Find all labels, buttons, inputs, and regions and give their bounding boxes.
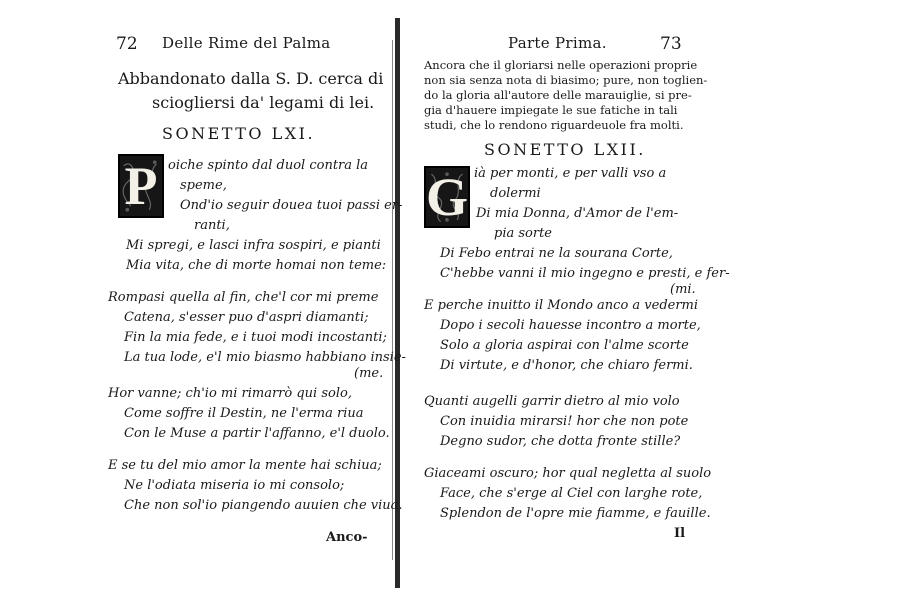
right-prose-line: Ancora che il gloriarsi nelle operazioni proprie — [424, 58, 698, 72]
right-prose-line: do la gloria all'autore delle marauiglie, si pre- — [424, 88, 692, 102]
left-verse-line: Come soffre il Destin, ne l'erma riua — [124, 406, 364, 421]
right-verse-line: Face, che s'erge al Ciel con larghe rote, — [440, 486, 703, 501]
right-verse-line: Solo a gloria aspirai con l'alme scorte — [440, 338, 689, 353]
left-verse-line: oiche spinto dal duol contra la — [168, 158, 369, 173]
left-verse-line: Rompasi quella al fin, che'l cor mi preme — [108, 290, 379, 305]
right-verse-line: Di mia Donna, d'Amor de l'em- — [476, 206, 679, 221]
right-verse-line: Di virtute, e d'honor, che chiaro fermi. — [440, 358, 693, 373]
right-catchword: Il — [674, 526, 686, 541]
right-verse-line: Splendon de l'opre mie fiamme, e fauille. — [440, 506, 711, 521]
left-verse-line: Ond'io seguir douea tuoi passi er- — [180, 198, 403, 213]
left-catchword: Anco- — [326, 530, 368, 545]
right-verse-line: Dopo i secoli hauesse incontro a morte, — [440, 318, 701, 333]
left-decorated-initial — [118, 154, 164, 218]
right-page-number: 73 — [660, 34, 682, 54]
left-verse-line: Fin la mia fede, e i tuoi modi incostanti; — [124, 330, 387, 345]
right-verse-line: E perche inuitto il Mondo anco a vedermi — [424, 298, 699, 313]
left-verse-line: Catena, s'esser puo d'aspri diamanti; — [124, 310, 369, 325]
left-verse-line: Mia vita, che di morte homai non teme: — [126, 258, 387, 273]
right-initial-letter: G — [426, 167, 469, 227]
right-verse-line: pia sorte — [494, 226, 552, 241]
right-verse-line: Di Febo entrai ne la sourana Corte, — [440, 246, 673, 261]
left-heading-line-1: Abbandonato dalla S. D. cerca di — [118, 69, 384, 88]
left-verse-line: Hor vanne; ch'io mi rimarrò qui solo, — [108, 386, 352, 401]
left-page-number: 72 — [116, 34, 138, 54]
left-initial-letter: P — [124, 156, 158, 216]
right-verse-line: C'hebbe vanni il mio ingegno e presti, e fer- — [440, 266, 730, 281]
left-sonnet-title: SONETTO LXI. — [162, 124, 316, 143]
right-prose-line: non sia senza nota di biasimo; pure, non toglien- — [424, 73, 708, 87]
right-verse-line: dolermi — [490, 186, 541, 201]
left-running-head: Delle Rime del Palma — [162, 34, 331, 52]
left-heading-line-2: sciogliersi da' legami di lei. — [152, 93, 375, 112]
left-verse-line: Con le Muse a partir l'affanno, e'l duolo. — [124, 426, 390, 441]
right-turnover: (mi. — [670, 282, 696, 297]
left-verse-line: La tua lode, e'l mio biasmo habbiano insie- — [124, 350, 406, 365]
right-prose-line: studi, che lo rendono riguardeuole fra molti. — [424, 118, 684, 132]
right-verse-line: Quanti augelli garrir dietro al mio volo — [424, 394, 680, 409]
left-turnover: (me. — [354, 366, 384, 381]
gutter-shadow — [392, 40, 393, 560]
right-decorated-initial — [424, 166, 470, 228]
right-prose-line: gia d'hauere impiegate le sue fatiche in tali — [424, 103, 678, 117]
left-verse-line: Mi spregi, e lasci infra sospiri, e pianti — [126, 238, 381, 253]
left-verse-line: Che non sol'io piangendo auuien che viua. — [124, 498, 403, 513]
right-verse-line: Con inuidia mirarsi! hor che non pote — [440, 414, 689, 429]
left-verse-line: Ne l'odiata miseria io mi consolo; — [124, 478, 345, 493]
right-verse-line: ià per monti, e per valli vso a — [474, 166, 667, 181]
left-verse-line: ranti, — [194, 218, 230, 233]
left-verse-line: E se tu del mio amor la mente hai schiua; — [108, 458, 382, 473]
right-verse-line: Giaceami oscuro; hor qual negletta al suolo — [424, 466, 712, 481]
left-verse-line: speme, — [180, 178, 227, 193]
right-sonnet-title: SONETTO LXII. — [484, 140, 646, 159]
right-running-head: Parte Prima. — [508, 34, 607, 52]
right-verse-line: Degno sudor, che dotta fronte stille? — [440, 434, 681, 449]
